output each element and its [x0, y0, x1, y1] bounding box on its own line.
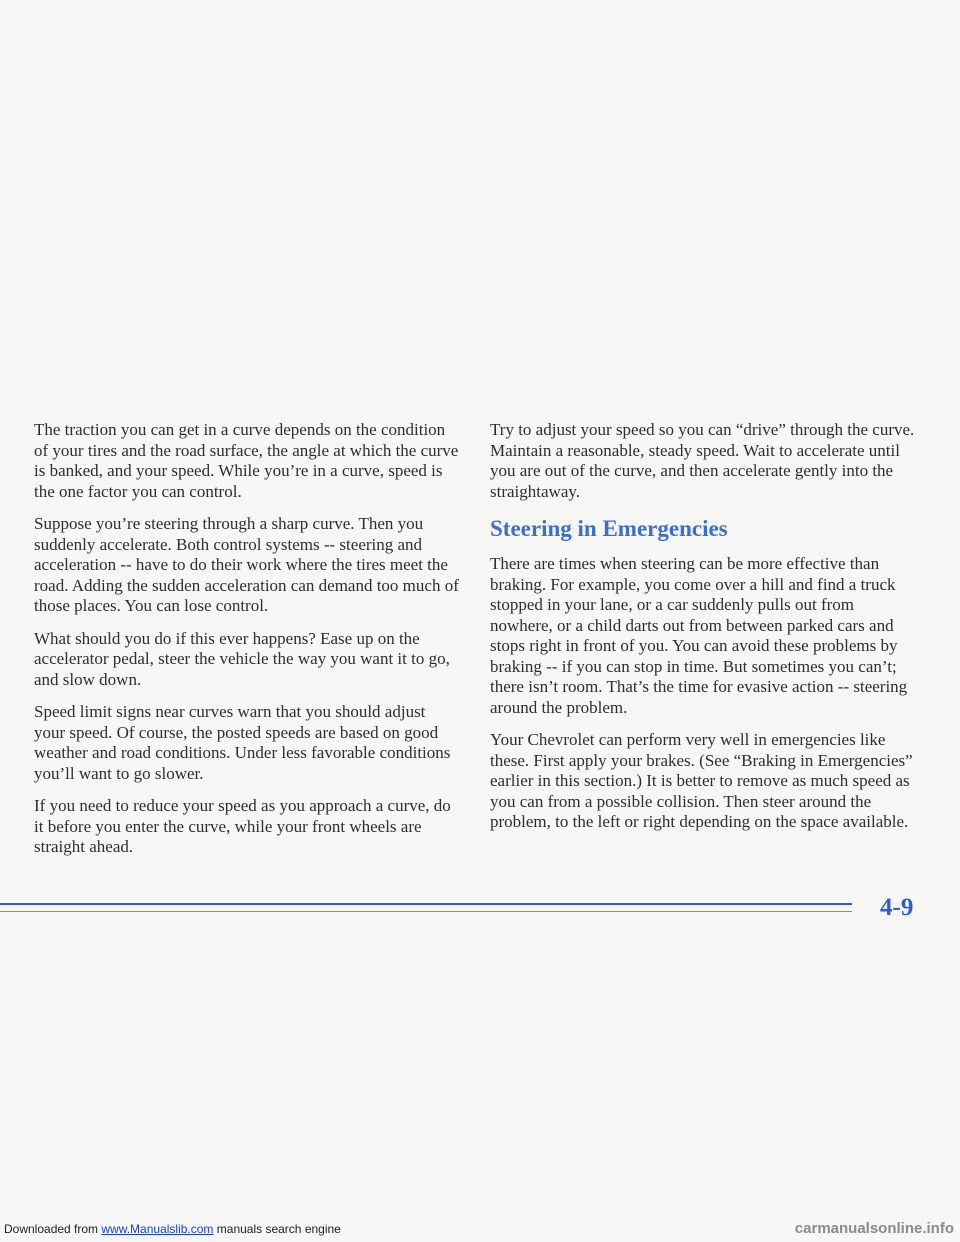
paragraph: Speed limit signs near curves warn that you should adjust your speed. Of course, the posted speeds are based on good weather and road conditions. Under less favorable conditions you’ll want to go slower. [34, 702, 451, 783]
paragraph: If you need to reduce your speed as you approach a curve, do it before you enter the curve, while your front wheels are straight ahead. [34, 796, 451, 856]
download-footer [4, 1222, 341, 1236]
paragraph: There are times when steering can be more effective than braking. For example, you come over a hill and find a truck stopped in your lane, or a car suddenly pulls out from nowhere, or a child darts out from between parked cars and stops right in front of you. You can avoid these problems by braking -- if you can stop in time. But sometimes you can’t; there isn’t room. That’s the time for evasive action -- steering around the problem. [490, 554, 908, 717]
paragraph: Try to adjust your speed so you can “drive” through the curve. Maintain a reasonable, steady speed. Wait to accelerate until you are out of the curve, and then accelerate gently into the straightaway. [490, 420, 915, 501]
left-column [34, 420, 459, 870]
right-column [490, 420, 915, 845]
manualslib-link[interactable]: www.Manualslib.com [101, 1222, 214, 1236]
footer-rule [0, 903, 852, 905]
footer-rule-thin [0, 911, 852, 912]
section-heading: Steering in Emergencies [490, 516, 728, 541]
paragraph: Your Chevrolet can perform very well in emergencies like these. First apply your brakes. (See “Braking in Emergencies” earlier in this section.) It is better to remove as much speed as you can from a possible collision. Then steer around the problem, to the left or right depending on the space available. [490, 730, 913, 831]
paragraph: Suppose you’re steering through a sharp curve. Then you suddenly accelerate. Both control systems -- steering and acceleration -- have to do their work where the tires meet the road. Adding the sudden acceleration can demand too much of those places. You can lose control. [34, 514, 459, 615]
page-number: 4-9 [880, 894, 914, 921]
paragraph: The traction you can get in a curve depends on the condition of your tires and the road surface, the angle at which the curve is banked, and your speed. While you’re in a curve, speed is the one factor you can control. [34, 420, 459, 501]
paragraph: What should you do if this ever happens? Ease up on the accelerator pedal, steer the vehicle the way you want it to go, and slow down. [34, 628, 450, 689]
footer-prefix: Downloaded from [4, 1222, 102, 1236]
footer-suffix: manuals search engine [213, 1222, 341, 1236]
site-watermark: carmanualsonline.info [794, 1220, 954, 1237]
